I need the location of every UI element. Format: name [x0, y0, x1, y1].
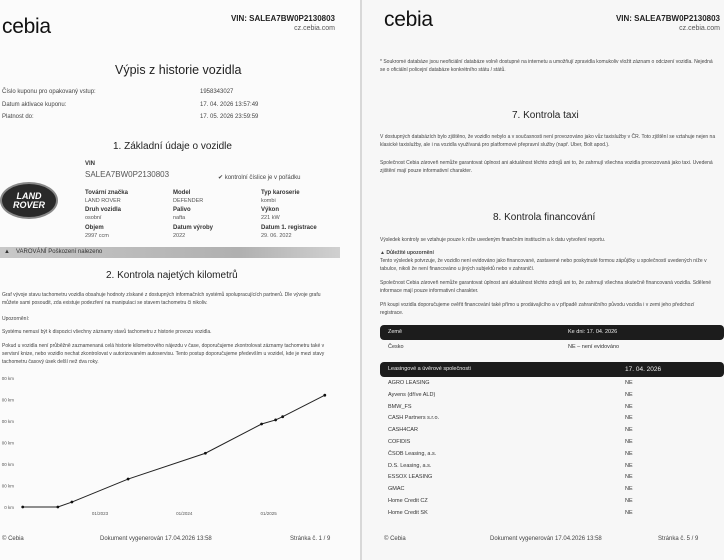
- field-value: 2997 ccm: [85, 233, 109, 239]
- status-cell: NE: [625, 403, 633, 410]
- field-label: Výkon: [261, 207, 280, 213]
- info-label: Platnost do:: [2, 114, 34, 120]
- paragraph: Výsledek kontroly se vztahuje pouze k níže uvedeným finančním institucím a k datu vytvoření reportu.: [380, 237, 606, 243]
- warning-text: VAROVÁNÍ Poškození nalezeno: [16, 249, 103, 255]
- footer-left: © Cebia: [2, 536, 24, 542]
- footer-center: Dokument vygenerován 17.04.2026 13:58: [100, 536, 212, 542]
- y-tick-label: 00 km: [1, 397, 14, 403]
- y-tick-label: 0 km: [4, 505, 14, 510]
- x-tick-label: 01/2025: [260, 511, 277, 516]
- data-point[interactable]: [281, 415, 284, 418]
- header-vin: VIN: SALEA7BW0P2130803: [230, 14, 335, 23]
- paragraph: V dostupných databázích bylo zjištěno, že vozidlo nebylo a v současnosti není provozováno jako vůz taxislužby v ČR. Toto zjištění se vztahuje nejen na klasické taxislužby, ale i na vozidla využívaná pro platformové přepravní služby (např. Uber, Bolt apod.).: [380, 134, 716, 148]
- data-point[interactable]: [274, 419, 277, 422]
- paragraph: Pokud u vozidla není průběžně zaznamenaná celá historie kilometrového nájezdu v čase, doporučujeme zkontrolovat záznamy tachometru také v servisní knize, nebo vozidlo nechat zkontrolovat v autorizovaném autoservisu. Tento postup doporučujeme především u vozidel, kde je mezi stavy tachometru časový úsek delší než dva roky.: [2, 343, 325, 365]
- report-page-5: [362, 0, 724, 560]
- paragraph: Společnost Cebia zároveň nemůže garantovat úplnost ani aktuálnost těchto zdrojů ani to, že zahrnují všechna vozidla provozovaná jako taxi. Uvedená zjištění mají pouze informativní charakter.: [380, 160, 713, 174]
- footer-page: Stránka č. 1 / 9: [290, 536, 331, 542]
- vin-label: VIN: [85, 161, 96, 167]
- footer-left: © Cebia: [384, 536, 406, 542]
- status-cell: NE: [625, 439, 633, 445]
- company-cell: AGRO LEASING: [388, 380, 430, 386]
- country-table-header: [380, 325, 724, 340]
- country-cell: Česko: [388, 344, 404, 350]
- data-point[interactable]: [127, 478, 130, 481]
- field-value: kombi: [261, 198, 276, 204]
- odometer-line: [23, 395, 325, 507]
- info-label: Datum aktivace kuponu:: [2, 102, 67, 108]
- status-cell: NE: [625, 415, 633, 422]
- field-label: Palivo: [173, 207, 191, 213]
- paragraph: Tento výsledek potvrzuje, že vozidlo není evidováno jako financované, zastavené nebo poskytnuté formou zápůjčky u společností uvedených níže v tabulce, nikoli že není financováno u jiných subjektů nebo v zahraničí.: [380, 258, 707, 272]
- status-cell: NE – není evidováno: [568, 344, 620, 350]
- y-tick-label: 00 km: [1, 440, 14, 446]
- data-point[interactable]: [71, 501, 74, 504]
- status-cell: NE: [625, 509, 633, 516]
- header-url: cz.cebia.com: [679, 25, 720, 32]
- vin-check-text: kontrolní číslice je v pořádku: [224, 175, 301, 181]
- y-tick-label: 00 km: [1, 419, 14, 424]
- data-point[interactable]: [56, 506, 59, 509]
- section-heading: 8. Kontrola financování: [493, 212, 596, 223]
- section-heading: 7. Kontrola taxi: [512, 110, 579, 121]
- field-label: Typ karoserie: [261, 190, 300, 196]
- y-tick-label: 00 km: [1, 483, 14, 489]
- field-value: DEFENDER: [173, 198, 204, 204]
- info-value: 17. 04. 2026 13:57:49: [200, 102, 259, 108]
- footer-page: Stránka č. 5 / 9: [658, 536, 699, 542]
- status-cell: NE: [625, 427, 633, 434]
- col-header: Leasingové a úvěrové společnosti: [388, 366, 471, 372]
- info-label: Číslo kuponu pro opakovaný vstup:: [2, 89, 96, 95]
- warning-bar: [0, 247, 340, 258]
- field-value: 29. 06. 2022: [261, 233, 292, 239]
- company-cell: GMAC: [388, 486, 405, 493]
- field-value: 2022: [173, 233, 186, 239]
- report-page-1: [0, 0, 360, 560]
- section-heading: 2. Kontrola najetých kilometrů: [106, 270, 238, 281]
- company-cell: Home Credit SK: [388, 509, 428, 516]
- leasing-table-header: [380, 362, 724, 377]
- data-point[interactable]: [323, 394, 326, 397]
- status-cell: NE: [625, 391, 633, 398]
- x-tick-label: 01/2023: [91, 511, 109, 516]
- cebia-logo: cebia: [2, 15, 51, 38]
- company-cell: ESSOX LEASING: [388, 474, 433, 481]
- paragraph: Při koupi vozidla doporučujeme ověřit financování také přímo u prodávajícího a v případě zahraničního původu vozidla i v zemi jeho předchozí registrace.: [380, 302, 695, 316]
- y-tick-label: 00 km: [1, 376, 14, 381]
- footer-center: Dokument vygenerován 17.04.2026 13:58: [490, 536, 602, 542]
- note: * Soukromé databáze jsou neoficiální databáze volně dostupné na internetu a umožňují zpravidla komukoliv vložit záznam o odcizení vozidla. Nejedná se o oficiální policejní databáze konkrétního státu / států.: [380, 59, 713, 73]
- warning-title: [380, 249, 434, 257]
- vin-check: [218, 174, 300, 181]
- status-cell: NE: [625, 462, 633, 469]
- status-cell: NE: [625, 450, 633, 457]
- status-cell: NE: [625, 498, 633, 504]
- field-label: Objem: [85, 225, 104, 231]
- warning-icon: ▲: [4, 249, 10, 255]
- land-rover-logo: LAND ROVER: [0, 182, 58, 219]
- company-cell: BMW_FS: [388, 403, 412, 410]
- field-label: Druh vozidla: [85, 207, 122, 213]
- data-point[interactable]: [204, 452, 207, 455]
- company-cell: D.S. Leasing, a.s.: [388, 462, 432, 469]
- page-title: Výpis z historie vozidla: [115, 63, 242, 77]
- company-cell: ČSOB Leasing, a.s.: [388, 450, 437, 457]
- company-cell: Ayvens (dříve ALD): [388, 391, 436, 398]
- cebia-logo: cebia: [384, 8, 433, 31]
- field-label: Model: [173, 190, 191, 196]
- odometer-chart: [0, 370, 358, 520]
- warning-icon: ▲: [380, 250, 387, 256]
- status-cell: NE: [625, 474, 633, 481]
- info-value: 17. 05. 2026 23:59:59: [200, 114, 259, 120]
- company-cell: Home Credit CZ: [388, 498, 428, 504]
- y-tick-label: 00 km: [1, 462, 14, 467]
- field-label: Datum výroby: [173, 225, 214, 231]
- warning-title-text: Důležité upozornění: [386, 250, 434, 256]
- company-cell: CASH4CAR: [388, 427, 418, 434]
- col-header: Země: [388, 329, 403, 335]
- status-cell: NE: [625, 380, 633, 386]
- check-icon: ✔: [218, 175, 225, 181]
- paragraph: Graf vývoje stavu tachometru vozidla obsahuje hodnoty získané z dostupných informačních systémů spolupracujících partnerů. Dle vývoje grafu můžete sami posoudit, zda existuje podezření na manipulaci se stavem tachometru či nikoliv.: [2, 292, 321, 306]
- header-url: cz.cebia.com: [294, 25, 335, 32]
- col-header: 17. 04. 2026: [625, 366, 662, 373]
- field-value: 221 kW: [261, 215, 280, 221]
- col-header: Ke dni: 17. 04. 2026: [568, 329, 618, 335]
- info-value: 1958343027: [200, 89, 234, 95]
- vin-value: SALEA7BW0P2130803: [85, 170, 170, 179]
- field-value: nafta: [173, 215, 186, 221]
- field-value: osobní: [85, 215, 102, 221]
- paragraph: Upozornění:: [2, 316, 30, 322]
- data-point[interactable]: [260, 423, 263, 426]
- company-cell: COFIDIS: [388, 439, 411, 445]
- field-label: Tovární značka: [85, 190, 128, 196]
- field-value: LAND ROVER: [85, 198, 121, 204]
- header-vin: VIN: SALEA7BW0P2130803: [615, 14, 720, 23]
- status-cell: NE: [625, 486, 633, 493]
- company-cell: CASH Partners s.r.o.: [388, 415, 440, 422]
- paragraph: Systému nemusí být k dispozici všechny záznamy stavů tachometru z historie provozu vozidla.: [2, 329, 212, 335]
- paragraph: Společnost Cebia zároveň nemůže garantovat úplnost ani aktuálnost těchto zdrojů ani to, že zahrnují všechna skutečně financovaná vozidla. Sdělené informace mají pouze informativní charakter.: [380, 280, 712, 294]
- data-point[interactable]: [21, 506, 24, 509]
- section-heading: 1. Základní údaje o vozidle: [113, 141, 232, 152]
- field-label: Datum 1. registrace: [261, 225, 317, 231]
- x-tick-label: 01/2024: [176, 511, 193, 516]
